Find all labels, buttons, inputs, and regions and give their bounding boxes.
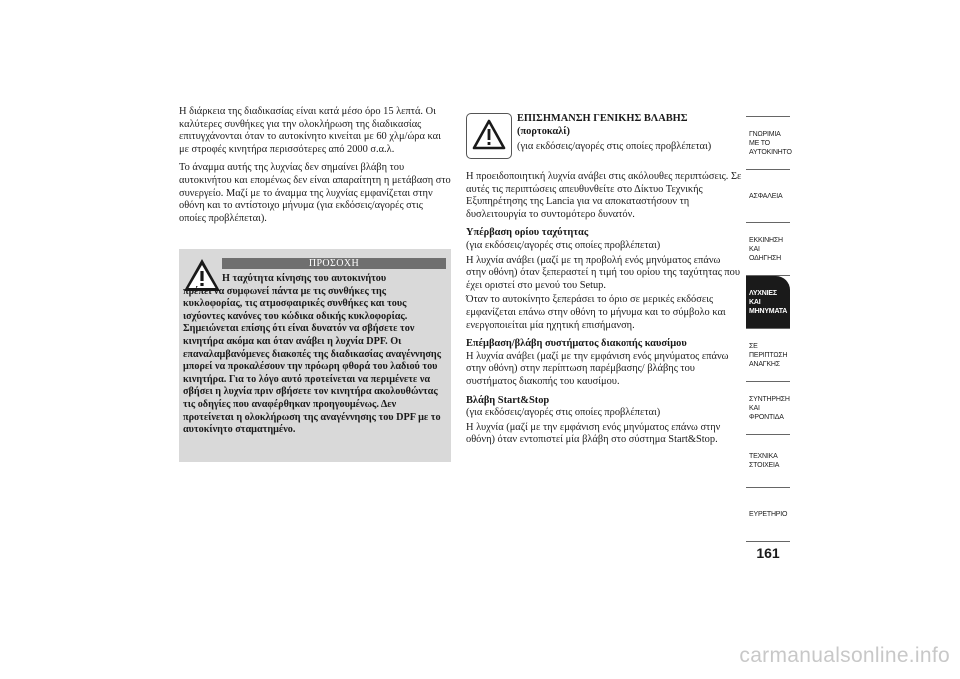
tab-index[interactable]: ΕΥΡΕΤΗΡΙΟ — [749, 511, 788, 518]
chapter-tabs — [746, 116, 790, 542]
tab-getting-to-know[interactable]: ΓΝΩΡΙΜΙΑ ΜΕ ΤΟ ΑΥΤΟΚΙΝΗΤΟ — [746, 117, 790, 170]
tab-technical-data[interactable]: ΤΕΧΝΙΚΑ ΣΤΟΙΧΕΙΑ — [746, 435, 790, 488]
tab-emergency[interactable]: ΣΕ ΠΕΡΙΠΤΩΣΗ ΑΝΑΓΚΗΣ — [746, 329, 790, 382]
warning-triangle-icon — [472, 119, 506, 151]
speed-limit-paragraph-2: Όταν το αυτοκίνητο ξεπεράσει το όριο σε μερικές εκδόσεις εμφανίζεται επάνω στην οθόνη το μήνυμα και το σύμβολο και ενεργοποιείται μία ηχητική επισήμανση. — [466, 294, 726, 331]
left-column — [179, 106, 451, 231]
page-number: 161 — [756, 545, 780, 561]
general-fault-paragraph: Η προειδοποιητική λυχνία ανάβει στις ακόλουθες περιπτώσεις. Σε αυτές τις περιπτώσεις απευθυνθείτε στο Δίκτυο Τεχνικής Εξυπηρέτησης της Lancia για να αποκαταστήσουν τη δυσλειτουργία το συντομότερο δυνατόν. — [466, 171, 742, 220]
start-stop-subtitle: (για εκδόσεις/αγορές στις οποίες προβλέπεται) — [466, 407, 661, 419]
duration-paragraph: Η διάρκεια της διαδικασίας είναι κατά μέσο όρο 15 λεπτά. Οι καλύτερες συνθήκες για την ολοκλήρωση της διαδικασίας επιτυγχάνονται όταν το αυτοκίνητο κινείται με 60 χλμ/ώρα και με στροφές κινητήρα περισσότερες από 2000 σ.α.λ. — [179, 106, 441, 155]
watermark: carmanualsonline.info — [739, 644, 950, 667]
warning-title: ΠΡΟΣΟΧΗ — [222, 258, 446, 269]
general-fault-header — [466, 113, 742, 165]
right-column — [466, 113, 742, 453]
tab-starting-driving[interactable]: ΕΚΚΙΝΗΣΗ ΚΑΙ ΟΔΗΓΗΣΗ — [746, 223, 790, 276]
speed-limit-paragraph-1: Η λυχνία ανάβει (μαζί με τη προβολή ενός μηνύματος επάνω στην οθόνη) όταν ξεπεραστεί η τιμή του ορίου της ταχύτητας που έχει οριστεί στο μενού του Setup. — [466, 254, 740, 291]
tab-safety[interactable]: ΑΣΦΑΛΕΙΑ — [746, 170, 790, 223]
warning-text — [183, 273, 446, 437]
tab-maintenance[interactable]: ΣΥΝΤΗΡΗΣΗ ΚΑΙ ΦΡΟΝΤΙΔΑ — [746, 382, 790, 435]
start-stop-title: Βλάβη Start&Stop — [466, 394, 550, 406]
warning-box — [179, 249, 451, 462]
general-fault-title: ΕΠΙΣΗΜΑΝΣΗ ΓΕΝΙΚΗΣ ΒΛΑΒΗΣ (πορτοκαλί) — [517, 113, 688, 137]
speed-limit-title: Υπέρβαση ορίου ταχύτητας — [466, 227, 589, 239]
warning-first-line: Η ταχύτητα κίνησης του αυτοκινήτου — [222, 273, 387, 284]
start-stop-paragraph: Η λυχνία (μαζί με την εμφάνιση ενός μηνύματος επάνω στην οθόνη) όταν εντοπιστεί μία βλάβη στο σύστημα Start&Stop. — [466, 421, 721, 446]
lamp-info-paragraph: Το άναμμα αυτής της λυχνίας δεν σημαίνει βλάβη του αυτοκινήτου και επομένως δεν είναι απαραίτητη η μετάβαση στο συνεργείο. Μαζί με το άναμμα της λυχνίας εμφανίζεται στην οθόνη και το αντίστοιχο μήνυμα (για εκδόσεις/αγορές στις οποίες προβλέπεται). — [179, 162, 451, 224]
general-fault-symbol — [466, 113, 512, 159]
fuel-cutoff-title: Επέμβαση/βλάβη συστήματος διακοπής καυσίμου — [466, 338, 687, 350]
tab-warning-lights[interactable]: ΛΥΧΝΙΕΣ ΚΑΙ ΜΗΝΥΜΑΤΑ — [746, 276, 790, 329]
general-fault-subtitle: (για εκδόσεις/αγορές στις οποίες προβλέπεται) — [517, 141, 712, 153]
fuel-cutoff-paragraph: Η λυχνία ανάβει (μαζί με την εμφάνιση ενός μηνύματος επάνω στην οθόνη) στην περίπτωση παρέμβασης/ βλάβης του συστήματος διακοπής του καυσίμου. — [466, 350, 729, 387]
speed-limit-subtitle: (για εκδόσεις/αγορές στις οποίες προβλέπεται) — [466, 239, 661, 251]
warning-body: πρέπει να συμφωνεί πάντα με τις συνθήκες της κυκλοφορίας, τις ατμοσφαιρικές συνθήκες και τους ισχύοντες κανόνες του κώδικα οδικής κυκλοφορίας. Σημειώνεται επίσης ότι είναι δυνατόν να σβήσετε τον κινητήρα ακόμα και όταν ανάβει η λυχνία DPF. Οι επαναλαμβανόμενες διακοπές της διαδικασίας αναγέννησης μπορεί να προκαλέσουν την πρόωρη φθορά του λαδιού του κινητήρα. Για το λόγο αυτό προτείνεται να περιμένετε να σβήσει η λυχνία πριν σβήσετε τον κινητήρα ακολουθώντας τις οδηγίες που αναφέρθηκαν προηγουμένως. Δεν προτείνεται η ολοκλήρωση της αναγέννησης του DPF με το αυτοκίνητο σταματημένο. — [183, 285, 441, 436]
